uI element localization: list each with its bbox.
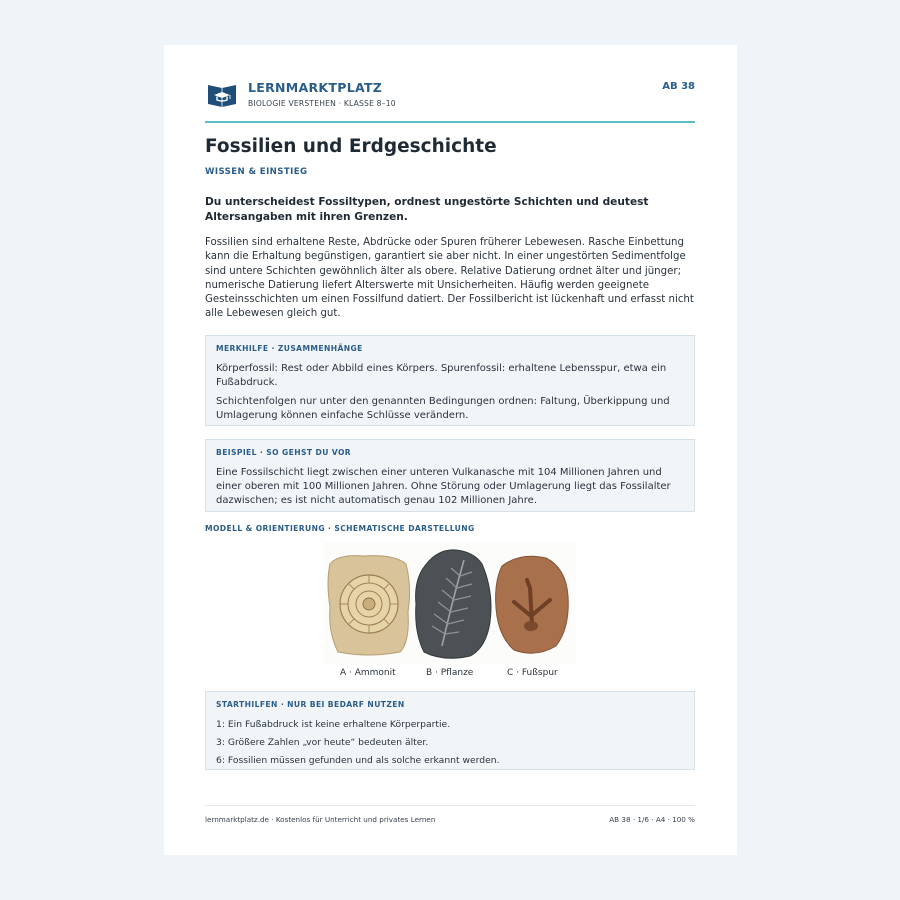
model-title: MODELL & ORIENTIERUNG · SCHEMATISCHE DARSTELLUNG — [205, 524, 475, 533]
beispiel-text: Eine Fossilschicht liegt zwischen einer unteren Vulkanasche mit 104 Millionen Jahren und einer oberen mit 100 Millionen Jahren. Ohne Störung oder Umlagerung liegt das Fossilalter dazwischen; es ist nicht automatisch genau 102 Millionen Jahre. — [216, 467, 671, 506]
merkhilfe-paragraph: Schichtenfolgen nur unter den genannten Bedingungen ordnen: Faltung, Überkippung und Umlagerung können einfache Schlüsse verändern. — [216, 396, 670, 421]
page-title: Fossilien und Erdgeschichte — [205, 136, 497, 157]
hint-item: 3: Größere Zahlen „vor heute“ bedeuten älter. — [216, 737, 429, 748]
brand-subtitle: BIOLOGIE VERSTEHEN · KLASSE 8–10 — [248, 99, 396, 108]
caption-plant: B · Pflanze — [426, 668, 474, 678]
section-kicker: WISSEN & EINSTIEG — [205, 167, 308, 177]
brand-name: LERNMARKTPLATZ — [248, 80, 383, 95]
caption-ammonite: A · Ammonit — [340, 668, 396, 678]
footer-website: lernmarktplatz.de · Kostenlos für Unterricht und privates Lernen — [205, 815, 436, 824]
worksheet-page — [164, 45, 737, 855]
footprint-fossil — [496, 556, 569, 653]
merkhilfe-title: MERKHILFE · ZUSAMMENHÄNGE — [216, 344, 363, 353]
ammonite-fossil — [328, 556, 410, 655]
beispiel-title: BEISPIEL · SO GEHST DU VOR — [216, 448, 352, 457]
header-divider — [205, 121, 695, 123]
fern-fossil — [416, 550, 491, 658]
fossil-illustration — [324, 542, 576, 664]
starthilfen-title: STARTHILFEN · NUR BEI BEDARF NUTZEN — [216, 700, 405, 709]
starthilfen-box — [205, 691, 695, 770]
beispiel-box — [205, 439, 695, 512]
book-graduation-cap-icon — [207, 82, 237, 108]
merkhilfe-box — [205, 335, 695, 426]
footer-page-info: AB 38 · 1/6 · A4 · 100 % — [609, 815, 695, 824]
brand-header — [205, 80, 695, 124]
hint-item: 1: Ein Fußabdruck ist keine erhaltene Körperpartie. — [216, 719, 451, 730]
lead-text: Du unterscheidest Fossiltypen, ordnest ungestörte Schichten und deutest Altersangaben mit ihren Grenzen. — [205, 196, 649, 223]
body-text: Fossilien sind erhaltene Reste, Abdrücke oder Spuren früherer Lebewesen. Rasche Einbettung kann die Erhaltung begünstigen, garantiert sie aber nicht. In einer ungestörten Sedimentfolge sind untere Schichten gewöhnlich älter als obere. Relative Datierung ordnet älter und jünger; numerische Datierung liefert Alterswerte mit Unsicherheiten. Häufig werden geeignete Gesteinsschichten um einen Fossilfund datiert. Der Fossilbericht ist lückenhaft und erfasst nicht alle Lebewesen gleich gut. — [205, 237, 694, 320]
caption-footprint: C · Fußspur — [507, 668, 558, 678]
hint-item: 6: Fossilien müssen gefunden und als solche erkannt werden. — [216, 755, 500, 766]
footer-divider — [205, 805, 695, 806]
sheet-number: AB 38 — [662, 81, 695, 92]
merkhilfe-paragraph: Körperfossil: Rest oder Abbild eines Körpers. Spurenfossil: erhaltene Lebensspur, etwa ein Fußabdruck. — [216, 363, 667, 388]
